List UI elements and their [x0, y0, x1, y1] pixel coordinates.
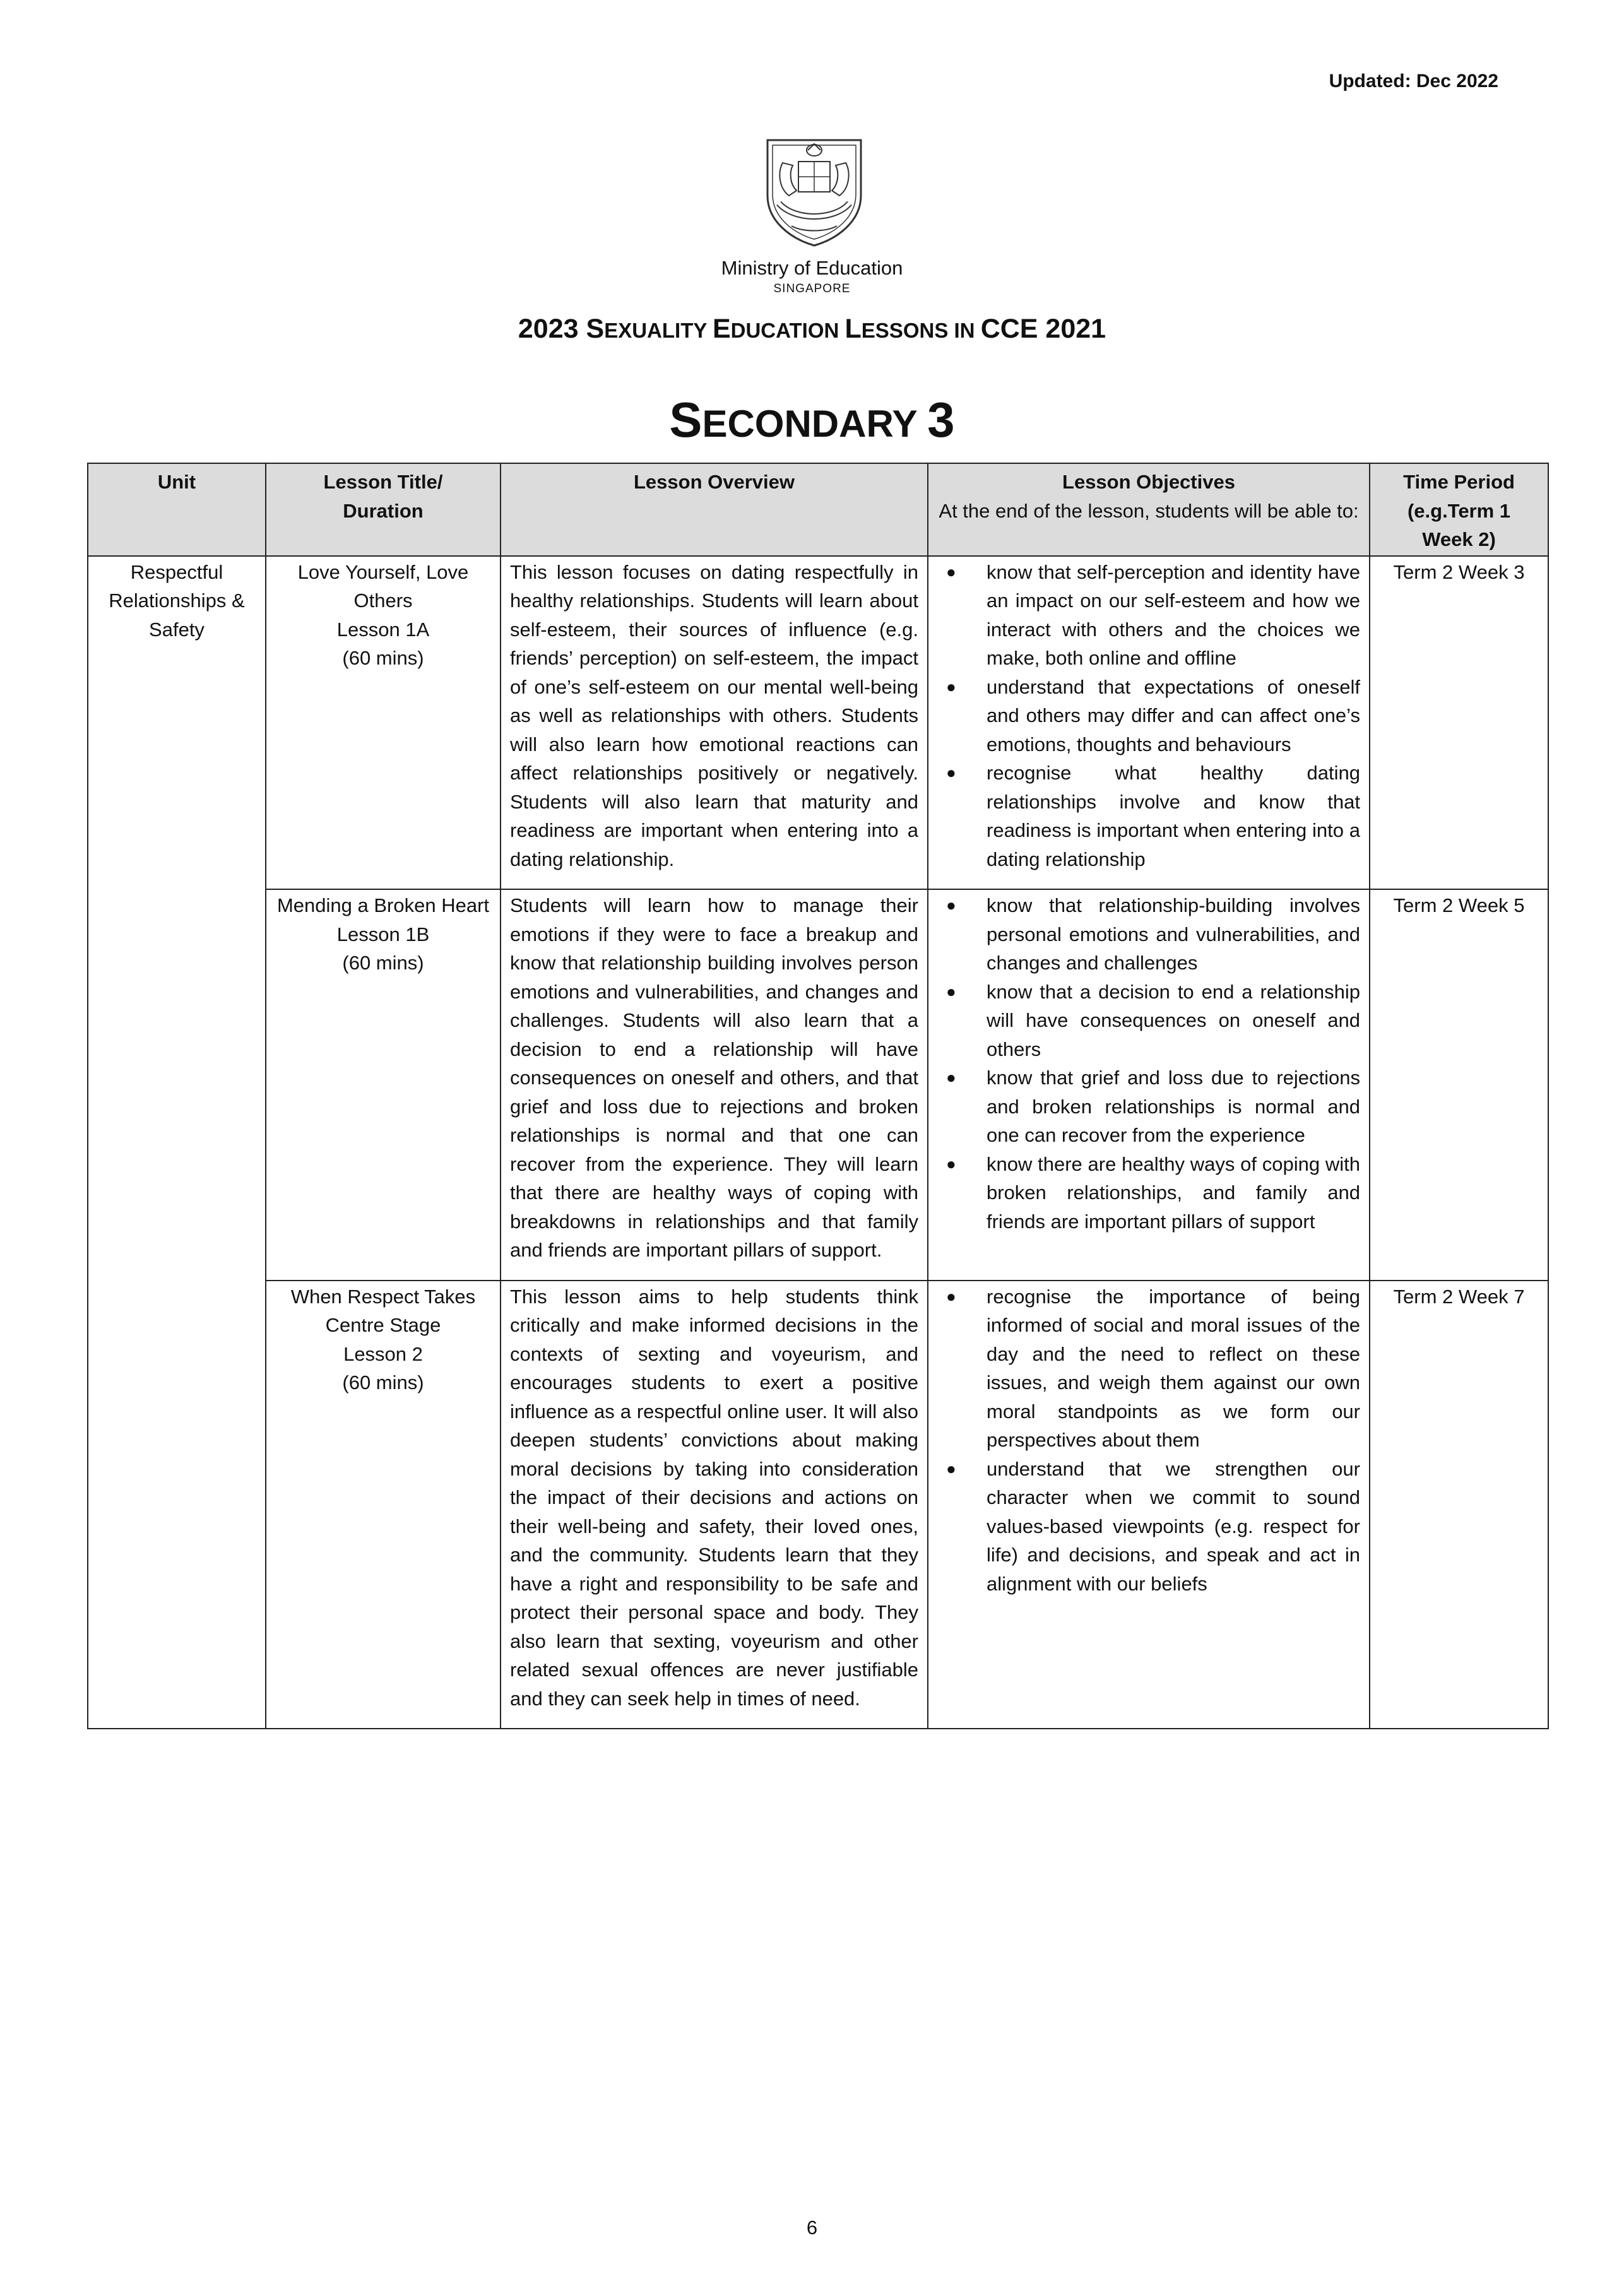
bullet-icon: ● [946, 981, 956, 1001]
header-objectives: Lesson Objectives At the end of the lesson, students will be able to: [928, 463, 1370, 556]
time-period-cell: Term 2 Week 7 [1370, 1281, 1548, 1729]
ministry-crest-icon [764, 138, 865, 248]
title-s-rest: EXUALITY [604, 319, 713, 342]
lesson-overview-cell: Students will learn how to manage their emotions if they were to face a breakup and know that relationship building involves person emotions and vulnerabilities, and changes and challenges. Students will also learn that a decision to end a relationship will have consequences on oneself and others, and that grief and loss due to rejections and broken relationships is normal and that one can recover from the experience. They will learn that there are healthy ways of coping with breakdowns in relationships and that family and friends are important pillars of support. [501, 889, 928, 1281]
lesson-objectives-cell [928, 889, 1370, 1281]
lesson-overview-cell: This lesson focuses on dating respectfully in healthy relationships. Students will learn about self-esteem, their sources of influence (e.g. friends’ perception) on self-esteem, the impact of one’s self-esteem on our mental well-being as well as relationships with others. Students will also learn how emotional reactions can affect relationships positively or negatively. Students will also learn that maturity and readiness are important when entering into a dating relationship. [501, 556, 928, 890]
objective-item: ● recognise the importance of being informed of social and moral issues of the day and the need to reflect on these issues, and weigh them against our own moral standpoints as we form our perspectives about them [937, 1282, 1360, 1455]
table-row [88, 1281, 1548, 1729]
lesson-title-cell: When Respect Takes Centre Stage Lesson 2 (60 mins) [266, 1281, 501, 1729]
header-overview: Lesson Overview [501, 463, 928, 556]
level-cap: S [669, 392, 702, 447]
title-l-rest: ESSONS IN [861, 319, 981, 342]
level-num: 3 [927, 392, 955, 447]
header-lesson-title: Lesson Title/ Duration [266, 463, 501, 556]
objective-item: ● know that self-perception and identity have an impact on our self-esteem and how we interact with others and the choices we make, both online and offline [937, 558, 1360, 673]
title-year: 2023 [518, 314, 586, 344]
lesson-overview-cell: This lesson aims to help students think critically and make informed decisions in the contexts of sexting and voyeurism, and encourages students to exert a positive influence as a respectful online user. It will also deepen students’ convictions about making moral decisions by taking into consideration the impact of their decisions and actions on their well-being and safety, their loved ones, and the community. Students learn that they have a right and responsibility to be safe and protect their personal space and body. They also learn that sexting, voyeurism and other related sexual offences are never justifiable and they can seek help in times of need. [501, 1281, 928, 1729]
table-row [88, 556, 1548, 890]
bullet-icon: ● [946, 1068, 956, 1087]
bullet-icon: ● [946, 1286, 956, 1306]
title-s-cap: S [586, 314, 605, 344]
lessons-table [87, 463, 1549, 1729]
objective-item: ● understand that we strengthen our character when we commit to sound values-based viewpoints (e.g. respect for life) and decisions, and speak and act in alignment with our beliefs [937, 1455, 1360, 1599]
lesson-title-cell: Love Yourself, Love Others Lesson 1A (60 mins) [266, 556, 501, 890]
table-header-row [88, 463, 1548, 556]
title-e-cap: E [712, 314, 731, 344]
bullet-icon: ● [946, 763, 956, 782]
bullet-icon: ● [946, 1154, 956, 1173]
header-time-period: Time Period (e.g.Term 1 Week 2) [1370, 463, 1548, 556]
header-unit: Unit [88, 463, 266, 556]
lesson-objectives-cell [928, 1281, 1370, 1729]
ministry-country: SINGAPORE [773, 282, 851, 295]
header-objectives-sub: At the end of the lesson, students will be able to: [939, 499, 1359, 522]
objective-item: ● know that relationship-building involves personal emotions and vulnerabilities, and changes and challenges [937, 891, 1360, 978]
bullet-icon: ● [946, 1459, 956, 1478]
unit-cell: Respectful Relationships & Safety [88, 556, 266, 1729]
bullet-icon: ● [946, 677, 956, 696]
lesson-title-cell: Mending a Broken Heart Lesson 1B (60 mins) [266, 889, 501, 1281]
objective-item: ● know that grief and loss due to rejections and broken relationships is normal and one can recover from the experience [937, 1063, 1360, 1150]
objective-item: ● know that a decision to end a relationship will have consequences on oneself and others [937, 978, 1360, 1064]
time-period-cell: Term 2 Week 3 [1370, 556, 1548, 890]
page-number: 6 [806, 2216, 818, 2239]
level-heading [0, 391, 1624, 453]
table-row [88, 889, 1548, 1281]
objective-item: ● recognise what healthy dating relationships involve and know that readiness is important when entering into a dating relationship [937, 759, 1360, 873]
document-title [0, 314, 1624, 345]
bullet-icon: ● [946, 896, 956, 914]
time-period-cell: Term 2 Week 5 [1370, 889, 1548, 1281]
title-tail: CCE 2021 [980, 314, 1106, 344]
ministry-name: Ministry of Education [721, 257, 903, 279]
updated-date: Updated: Dec 2022 [1329, 71, 1498, 92]
level-rest: ECONDARY [702, 403, 928, 445]
objective-item: ● understand that expectations of oneself and others may differ and can affect one’s emotions, thoughts and behaviours [937, 673, 1360, 759]
lesson-objectives-cell [928, 556, 1370, 890]
bullet-icon: ● [946, 562, 956, 581]
objective-item: ● know there are healthy ways of coping with broken relationships, and family and friends are important pillars of support [937, 1150, 1360, 1236]
title-l-cap: L [845, 314, 862, 344]
title-e-rest: DUCATION [730, 319, 845, 342]
